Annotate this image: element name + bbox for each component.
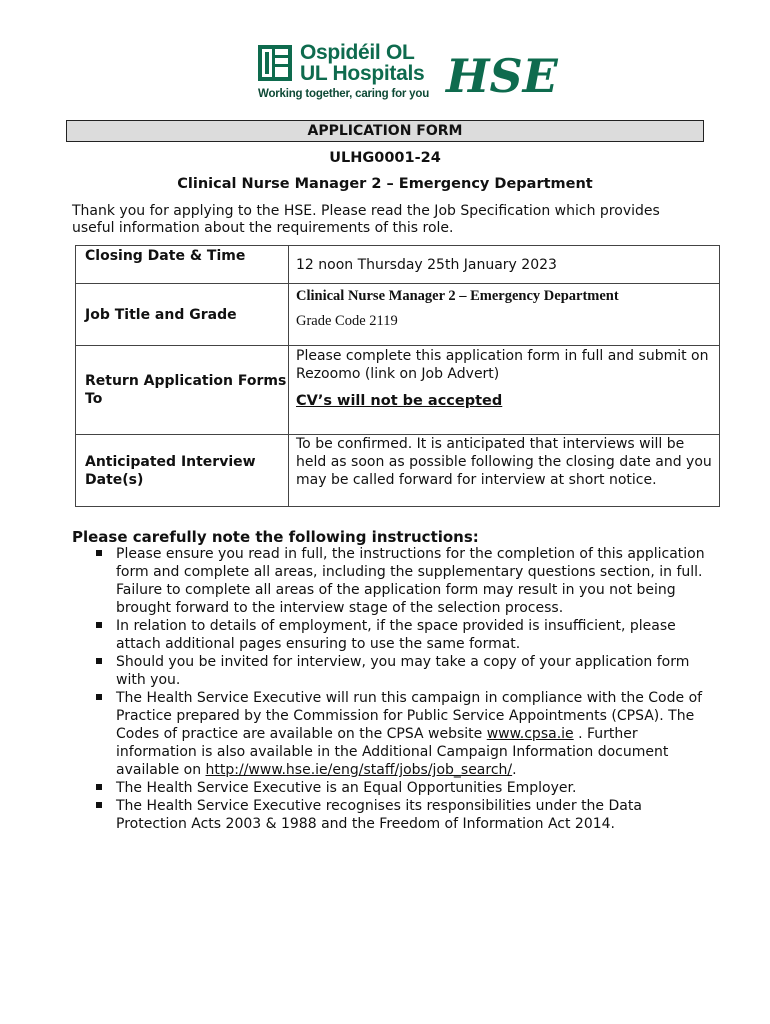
list-item: Should you be invited for interview, you may take a copy of your application form with you. (116, 653, 706, 689)
square-bullet-icon (96, 694, 102, 700)
closing-date-label: Closing Date & Time (76, 246, 289, 284)
job-title-label: Job Title and Grade (76, 284, 289, 346)
ul-hospitals-logo-icon (258, 45, 292, 81)
return-forms-label: Return Application Forms To (76, 346, 289, 435)
org-name (300, 42, 424, 84)
list-item: The Health Service Executive recognises its responsibilities under the Data Protection Acts 2003 & 1988 and the Freedom of Information Act 2014. (116, 797, 706, 833)
return-forms-value: Please complete this application form in full and submit on Rezoomo (link on Job Advert) (296, 348, 709, 382)
org-name-line1: Ospidéil OL (300, 41, 415, 64)
square-bullet-icon (96, 658, 102, 664)
list-item: Please ensure you read in full, the instructions for the completion of this application form and complete all areas, including the supplementary questions section, in full. Failure to complete all areas of the application form may result in you not being brought forward to the interview stage of the selection process. (116, 545, 706, 617)
cpsa-website-link[interactable]: www.cpsa.ie (486, 726, 574, 742)
details-table (75, 245, 720, 507)
org-name-line2: UL Hospitals (300, 62, 425, 85)
form-title: APPLICATION FORM (66, 120, 704, 142)
list-item: The Health Service Executive is an Equal Opportunities Employer. (116, 779, 706, 797)
table-row (76, 435, 720, 507)
table-row (76, 346, 720, 435)
instructions-heading: Please carefully note the following instructions: (72, 528, 479, 546)
hse-logo-text: HSE (446, 49, 558, 103)
square-bullet-icon (96, 802, 102, 808)
intro-text: Thank you for applying to the HSE. Please read the Job Specification which provides useful information about the requirements of this role. (72, 203, 660, 236)
list-item: The Health Service Executive will run this campaign in compliance with the Code of Practice prepared by the Commission for Public Service Appointments (CPSA). The Codes of practice are available on the CPSA website www.cpsa.ie . Further information is also available in the Additional Campaign Information document available on http://www.hse.ie/eng/staff/jobs/job_search/. (116, 689, 706, 779)
table-row (76, 284, 720, 346)
interview-date-label: Anticipated Interview Date(s) (76, 435, 289, 507)
hse-logo-icon (444, 44, 558, 103)
cv-note: CV’s will not be accepted (296, 393, 503, 409)
header-logos (258, 41, 558, 104)
org-tagline: Working together, caring for you (258, 88, 430, 100)
hse-job-search-link[interactable]: http://www.hse.ie/eng/staff/jobs/job_search/ (205, 762, 513, 778)
job-title-cell (289, 284, 720, 346)
closing-date-value: 12 noon Thursday 25th January 2023 (289, 246, 720, 284)
square-bullet-icon (96, 622, 102, 628)
form-ref-code: ULHG0001-24 (329, 150, 441, 166)
grade-code-value: Grade Code 2119 (296, 313, 398, 329)
interview-date-value: To be confirmed. It is anticipated that interviews will be held as soon as possible following the closing date and you may be called forward for interview at short notice. (289, 435, 720, 507)
job-title-value: Clinical Nurse Manager 2 – Emergency Department (296, 288, 619, 304)
position-title: Clinical Nurse Manager 2 – Emergency Department (177, 176, 593, 192)
list-item: In relation to details of employment, if the space provided is insufficient, please attach additional pages ensuring to use the same format. (116, 617, 706, 653)
instructions-list (116, 545, 706, 833)
return-forms-cell (289, 346, 720, 435)
square-bullet-icon (96, 550, 102, 556)
table-row (76, 246, 720, 284)
square-bullet-icon (96, 784, 102, 790)
